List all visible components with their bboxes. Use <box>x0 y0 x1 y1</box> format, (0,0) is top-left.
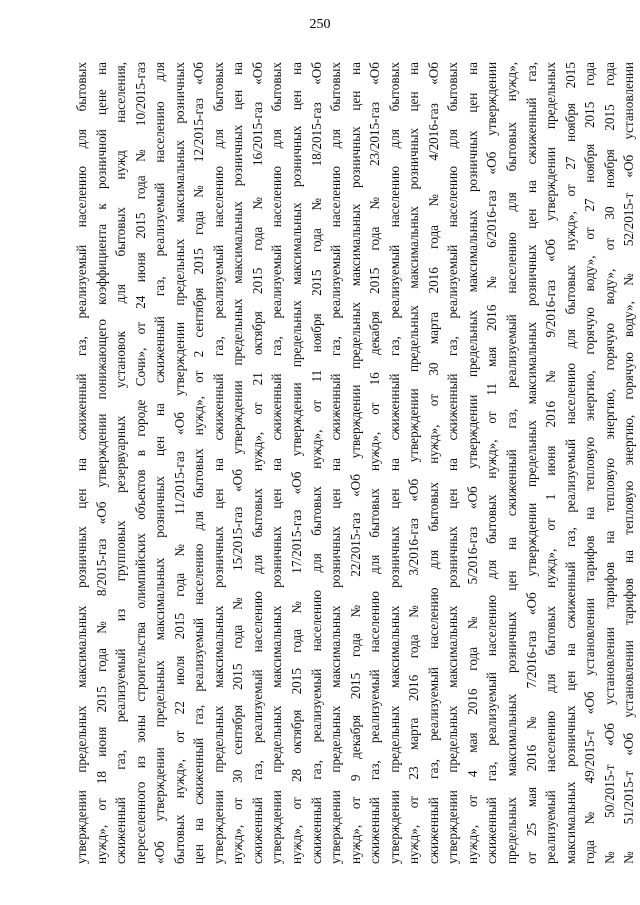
text-line: утверждении предельных максимальных розничных цен на сжиженный газ, реализуемый населению для бытовых <box>269 62 285 864</box>
text-line: нужд», от 28 октября 2015 года № 17/2015-газ «Об утверждении предельных максимальных розничных цен на <box>289 62 305 864</box>
text-line: бытовых нужд», от 22 июля 2015 года № 11/2015-газ «Об утверждении предельных максимальных розничных <box>171 62 187 864</box>
text-line: утверждении предельных максимальных розничных цен на сжиженный газ, реализуемый населению для бытовых <box>445 62 461 864</box>
text-line: «Об утверждении предельных максимальных розничных цен на сжиженный газ, реализуемый населению для <box>152 62 168 864</box>
text-line: сжиженный газ, реализуемый населению для бытовых нужд», от 30 марта 2016 года № 4/2016-газ «Об <box>425 62 441 864</box>
text-line: утверждении предельных максимальных розничных цен на сжиженный газ, реализуемый населению для бытовых <box>386 62 402 864</box>
text-line: от 25 мая 2016 № 7/2016-газ «Об утверждении предельных максимальных розничных цен на сжиженный газ, <box>523 62 539 864</box>
text-line: предельных максимальных розничных цен на сжиженный газ, реализуемый населению для бытовых нужд», <box>504 62 520 864</box>
text-line: сжиженный газ, реализуемый населению для бытовых нужд», от 21 октября 2015 года № 16/2015-газ «Об <box>249 62 265 864</box>
text-line: цен на сжиженный газ, реализуемый населению для бытовых нужд», от 2 сентября 2015 года № 12/2015-газ «Об <box>191 62 207 864</box>
text-line: сжиженный газ, реализуемый населению для бытовых нужд», от 16 декабря 2015 года № 23/2015-газ «Об <box>367 62 383 864</box>
text-line: утверждении предельных максимальных розничных цен на сжиженный газ, реализуемый населению для бытовых <box>210 62 226 864</box>
page-number: 250 <box>309 17 331 32</box>
text-line: сжиженный газ, реализуемый населению для бытовых нужд», от 11 мая 2016 № 6/2016-газ «Об утверждении <box>484 62 500 864</box>
text-line: сжиженный газ, реализуемый из групповых резервуарных установок для бытовых нужд населения, <box>113 62 129 864</box>
text-line: № 51/2015-т «Об установлении тарифов на тепловую энергию, горячую воду», № 52/2015-т «Об установлении <box>621 62 637 864</box>
text-line: года № 49/2015-т «Об установлении тарифов на тепловую энергию, горячую воду», от 27 ноября 2015 года <box>582 62 598 864</box>
document-body <box>72 62 637 864</box>
text-line: переселенного из зоны строительства олимпийских объектов в городе Сочи», от 24 июня 2015 года № 10/2015-газ <box>132 62 148 864</box>
text-line: сжиженный газ, реализуемый населению для бытовых нужд», от 11 ноября 2015 года № 18/2015-газ «Об <box>308 62 324 864</box>
text-line: нужд», от 23 марта 2016 года № 3/2016-газ «Об утверждении предельных максимальных розничных цен на <box>406 62 422 864</box>
text-line: утверждении предельных максимальных розничных цен на сжиженный газ, реализуемый населению для бытовых <box>328 62 344 864</box>
rotated-text-region <box>72 62 637 864</box>
text-line: нужд», от 4 мая 2016 года № 5/2016-газ «Об утверждении предельных максимальных розничных цен на <box>464 62 480 864</box>
text-line: реализуемый населению для бытовых нужд», от 1 июня 2016 № 9/2016-газ «Об утверждении предельных <box>543 62 559 864</box>
text-line: нужд», от 18 июня 2015 года № 8/2015-газ «Об утверждении понижающего коэффициента к розничной цене на <box>93 62 109 864</box>
text-line: максимальных розничных цен на сжиженный газ, реализуемый населению для бытовых нужд», от 27 ноября 2015 <box>562 62 578 864</box>
text-line: нужд», от 30 сентября 2015 года № 15/2015-газ «Об утверждении предельных максимальных розничных цен на <box>230 62 246 864</box>
text-line: № 50/2015-т «Об установлении тарифов на тепловую энергию, горячую воду», от 30 ноября 2015 года <box>601 62 617 864</box>
text-line: утверждении предельных максимальных розничных цен на сжиженный газ, реализуемый населению для бытовых <box>74 62 89 864</box>
text-line: нужд», от 9 декабря 2015 года № 22/2015-газ «Об утверждении предельных максимальных розничных цен на <box>347 62 363 864</box>
